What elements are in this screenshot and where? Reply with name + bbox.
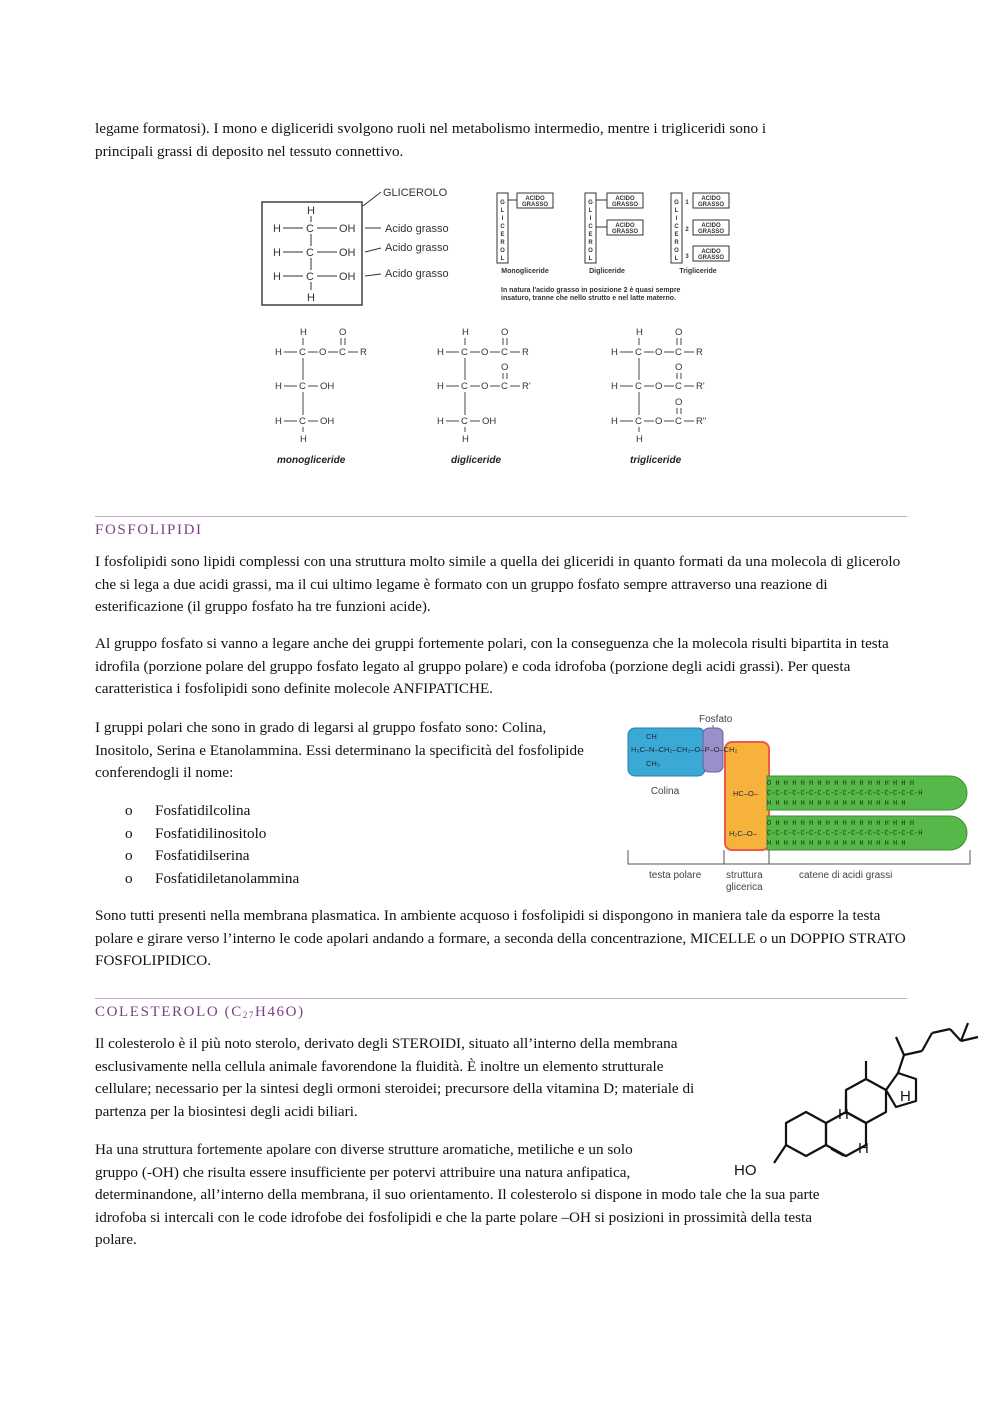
svg-text:C: C [675,381,682,392]
svg-text:GRASSO: GRASSO [697,229,725,235]
svg-text:OH: OH [482,416,497,427]
svg-text:ACIDO: ACIDO [701,249,721,255]
fosfolipidi-paragraph-4: Sono tutti presenti nella membrana plasmatica. In ambiente acquoso i fosfolipidi si dispongono in maniera tale da esporre la testa polare e girare verso l’interno le code apolari andando a formare, a seconda della concentrazione, MICELLE o un DOPPIO STRATO FOSFOLIPIDICO. [95,907,906,969]
svg-text:R: R [588,240,593,246]
svg-text:H: H [275,381,282,392]
svg-text:O: O [481,381,489,392]
svg-text:ACIDO: ACIDO [615,223,635,229]
svg-text:I: I [675,216,678,222]
text-line: idrofoba si intercali con le code idrofobe dei fosfolipidi e che la parte polare –OH si posizioni in prossimità della testa [95,1208,812,1226]
svg-text:H: H [611,381,618,392]
svg-text:C: C [339,347,346,358]
ho-label: HO [734,1162,757,1179]
intro-line-2: principali grassi di deposito nel tessuto connettivo. [95,143,404,160]
svg-text:H H H H H H H H H H H H H H H: H H H H H H H H H H H H H H H H H [767,800,906,808]
list-item [95,823,299,846]
svg-text:HC–O–: HC–O– [733,789,759,798]
glicerica-label: glicerica [726,882,763,893]
svg-text:O: O [501,362,509,373]
list-item-label: Fosfatidilinositolo [155,824,267,842]
acid-label-3: Acido grasso [385,268,449,280]
svg-text:H: H [636,434,643,445]
svg-text:G: G [588,200,593,206]
list-item [95,800,299,823]
svg-text:O: O [481,347,489,358]
intro-line-1: legame formatosi). I mono e digliceridi svolgono ruoli nel metabolismo intermedio, mentre i trigliceridi sono i [95,120,767,137]
svg-text:H: H [275,416,282,427]
svg-text:G: G [674,200,679,206]
svg-text:L: L [588,256,593,262]
bullet-marker: o [125,802,133,819]
svg-text:H: H [307,205,315,217]
svg-text:O: O [675,327,683,338]
svg-text:C-C-C-C-C-C-C-C-C-C-C-C-C-C-C-: C-C-C-C-C-C-C-C-C-C-C-C-C-C-C-C-C-C-H [767,830,923,838]
svg-text:R': R' [696,381,705,392]
struct-caption-tri: trigliceride [630,455,682,466]
svg-text:H: H [273,271,281,283]
list-item [95,868,299,891]
svg-text:C: C [501,381,508,392]
struct-caption-di: digliceride [451,455,502,466]
svg-text:H: H [462,327,469,338]
svg-text:O: O [655,381,663,392]
section-divider-fosfolipidi [95,516,907,517]
svg-text:CH: CH [646,732,657,741]
svg-text:C: C [299,381,306,392]
svg-text:O H H H H H H H H H H H H H H: O H H H H H H H H H H H H H H H H H [767,820,915,828]
svg-text:H: H [300,434,307,445]
svg-text:1: 1 [685,200,689,206]
svg-text:L: L [674,256,679,262]
svg-text:R: R [522,347,529,358]
svg-text:H: H [437,381,444,392]
svg-text:O: O [674,248,679,254]
svg-text:ACIDO: ACIDO [615,196,635,202]
text-line: Il colesterolo è il più noto sterolo, derivato degli STEROIDI, situato all’interno della membrana [95,1035,678,1052]
svg-text:OH: OH [339,247,356,259]
fosfolipidi-paragraph-3: I gruppi polari che sono in grado di legarsi al gruppo fosfato sono: Colina, Inositolo, Serina e Etanolammina. Essi determinano la specificità del fosfolipide conferendogli il nome: [95,719,584,781]
svg-text:GRASSO: GRASSO [697,255,725,261]
svg-text:L: L [674,208,679,214]
svg-text:R": R" [696,416,707,427]
svg-text:3: 3 [685,254,689,260]
svg-text:C: C [461,416,468,427]
list-item-label: Fosfatidilcolina [155,802,251,819]
svg-text:H: H [437,347,444,358]
svg-text:C: C [635,381,642,392]
caption-tri: Trigliceride [679,268,717,275]
colesterolo-paragraph-1 [95,1033,720,1125]
svg-text:O: O [339,327,347,338]
h-label-1: H [838,1106,849,1123]
svg-text:C: C [461,347,468,358]
caption-di: Digliceride [589,268,625,275]
svg-text:H: H [300,327,307,338]
catene-label: catene di acidi grassi [799,870,893,881]
phospholipid-diagram [625,710,975,895]
svg-text:O H H H H H H H H H H H H H H: O H H H H H H H H H H H H H H H H H [767,780,915,788]
list-item-label: Fosfatidiletanolammina [155,869,300,887]
struct-caption-mono: monogliceride [277,455,346,466]
svg-text:CH₃: CH₃ [646,759,660,768]
svg-text:H: H [273,247,281,259]
svg-text:ACIDO: ACIDO [701,196,721,202]
svg-text:H: H [611,347,618,358]
list-item-label: Fosfatidilserina [155,847,250,864]
svg-text:L: L [500,208,505,214]
svg-text:C: C [461,381,468,392]
glicerolo-title: GLICEROLO [383,187,448,199]
text-line: polare. [95,1231,137,1248]
svg-text:I: I [589,216,592,222]
section-title-fosfolipidi: FOSFOLIPIDI [95,522,203,538]
svg-text:O: O [500,248,505,254]
svg-text:H: H [273,223,281,235]
svg-text:I: I [501,216,504,222]
testa-polare-label: testa polare [649,870,702,881]
svg-text:O: O [675,362,683,373]
svg-text:G: G [500,200,505,206]
svg-text:R: R [674,240,679,246]
bullet-marker: o [125,869,133,887]
struttura-label: struttura [726,870,763,881]
svg-text:2: 2 [685,227,689,233]
svg-text:H₃C–N–CH₂–CH₂–O–P–O–CH₂: H₃C–N–CH₂–CH₂–O–P–O–CH₂ [631,745,738,754]
svg-text:OH: OH [339,223,356,235]
svg-text:H: H [437,416,444,427]
text-line: Ha una struttura fortemente apolare con diverse strutture aromatiche, metiliche e un solo [95,1141,633,1158]
fosfolipidi-paragraph-1: I fosfolipidi sono lipidi complessi con una struttura molto simile a quella dei gliceridi in quanto formati da una molecola di glicerolo che si lega a due acidi grassi, ma il cui ultimo legame è formato con un gruppo fosfato sempre attraverso una reazione di esterificazione (il gruppo fosfato ha tre funzioni acide). [95,553,901,615]
fosfato-label: Fosfato [699,714,733,725]
svg-text:O: O [655,416,663,427]
svg-text:OH: OH [320,416,335,427]
svg-text:C: C [306,247,314,259]
svg-text:H: H [307,292,315,304]
text-line: cellulare; necessario per la sintesi degli ormoni steroidei; precursore della vitamina D; materiale di [95,1080,695,1097]
caption-mono: Monogliceride [501,268,549,275]
svg-text:H₂C–O–: H₂C–O– [729,829,757,838]
svg-text:O: O [501,327,509,338]
svg-text:H: H [636,327,643,338]
note-line-1: In natura l'acido grasso in posizione 2 è quasi sempre [501,287,681,294]
acid-label-2: Acido grasso [385,242,449,254]
svg-text:C: C [675,347,682,358]
svg-text:C: C [500,224,505,230]
svg-text:C: C [635,347,642,358]
bullet-marker: o [125,824,133,842]
text-line: esclusivamente nella cellula animale favorendone la fluidità. È inoltre un elemento strutturale [95,1057,664,1075]
svg-text:OH: OH [320,381,335,392]
svg-text:ACIDO: ACIDO [525,196,545,202]
svg-text:O: O [675,397,683,408]
section-divider-colesterolo [95,998,907,999]
svg-text:C: C [306,271,314,283]
svg-text:E: E [500,232,505,238]
svg-text:R: R [360,347,367,358]
svg-text:L: L [500,256,505,262]
svg-text:C: C [306,223,314,235]
fosfolipidi-list [95,800,299,890]
glycerides-figure [255,180,745,470]
svg-text:C: C [635,416,642,427]
acid-label-1: Acido grasso [385,223,449,235]
svg-text:H: H [275,347,282,358]
cholesterol-structure [728,1015,990,1185]
svg-text:OH: OH [339,271,356,283]
svg-text:C: C [299,347,306,358]
svg-text:GRASSO: GRASSO [611,229,639,235]
svg-text:O: O [588,248,593,254]
svg-text:C: C [674,224,679,230]
h-label-2: H [858,1140,869,1157]
svg-text:E: E [588,232,593,238]
text-line: gruppo (-OH) che risulta essere insufficiente per potervi attribuire una natura anfipatica, [95,1163,631,1181]
list-item [95,845,299,868]
svg-text:O: O [319,347,327,358]
svg-text:H: H [462,434,469,445]
svg-text:R': R' [522,381,531,392]
svg-text:E: E [674,232,679,238]
bullet-marker: o [125,847,133,864]
svg-text:C: C [501,347,508,358]
svg-text:C: C [675,416,682,427]
svg-text:H: H [611,416,618,427]
note-line-2: insaturo, tranne che nello strutto e nel latte materno. [501,295,677,302]
colina-label: Colina [650,786,680,797]
svg-text:C: C [299,416,306,427]
svg-text:R: R [696,347,703,358]
svg-text:GRASSO: GRASSO [697,202,725,208]
svg-text:C-C-C-C-C-C-C-C-C-C-C-C-C-C-C-: C-C-C-C-C-C-C-C-C-C-C-C-C-C-C-C-C-C-H [767,790,923,798]
text-line: partenza per la biosintesi degli acidi biliari. [95,1102,358,1120]
svg-text:R: R [500,240,505,246]
fosfolipidi-paragraph-2: Al gruppo fosfato si vanno a legare anche dei gruppi fortemente polari, con la conseguenza che la molecola risulti bipartita in testa idrofila (porzione polare del gruppo fosfato legato al gruppo polare) e coda idrofoba (porzione degli acidi grassi). Per questa caratteristica i fosfolipidi sono definite molecole ANFIPATICHE. [95,635,889,697]
svg-text:GRASSO: GRASSO [611,202,639,208]
h-label-3: H [900,1088,911,1105]
text-line: determinandone, all’interno della membrana, il suo orientamento. Il colesterolo si dispone in modo tale che la sua parte [95,1186,820,1203]
svg-text:C: C [588,224,593,230]
svg-text:O: O [655,347,663,358]
svg-text:H H H H H H H H H H H H H H H: H H H H H H H H H H H H H H H H H [767,840,906,848]
svg-text:ACIDO: ACIDO [701,223,721,229]
svg-text:L: L [588,208,593,214]
section-title-colesterolo: COLESTEROLO $(C_{27}H46O)$ [95,1004,305,1020]
svg-text:GRASSO: GRASSO [521,202,549,208]
